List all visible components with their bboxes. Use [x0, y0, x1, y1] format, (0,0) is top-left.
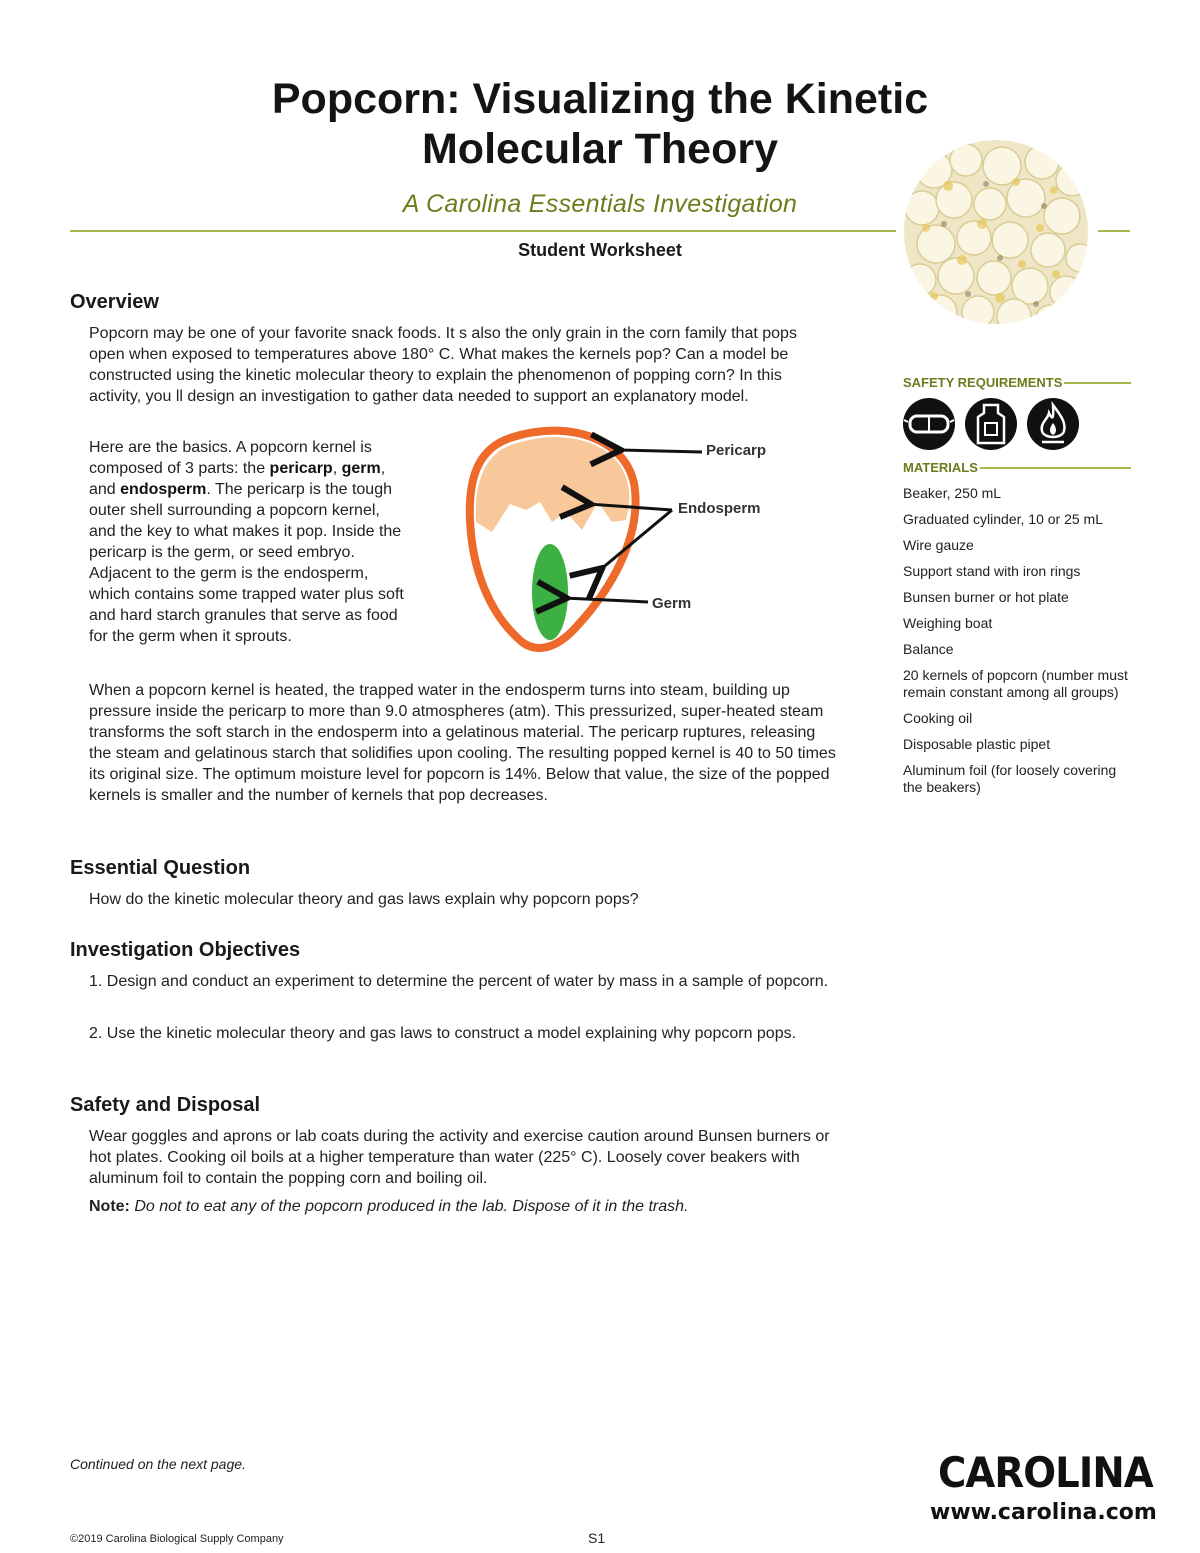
list-item: Support stand with iron rings — [903, 563, 1081, 579]
p2-text-d: . The pericarp is the tough outer shell surrounding a popcorn kernel, and the key to what makes it pop. Inside the pericarp is the germ, or seed embryo. Adjacent to the germ is the endosperm, which contains some trapped water plus soft and hard starch granules that serve as food for the germ when it sprouts. — [89, 481, 404, 645]
materials-label: MATERIALS — [903, 460, 978, 475]
term-pericarp: pericarp — [269, 460, 333, 477]
title-line-2: Molecular Theory — [421, 125, 779, 173]
list-item: 20 kernels of popcorn (number must remain constant among all groups) — [903, 667, 1128, 700]
list-item: Aluminum foil (for loosely covering the beakers) — [903, 762, 1117, 795]
essential-question-heading: Essential Question — [70, 857, 251, 879]
list-item: Balance — [903, 641, 954, 657]
list-item: Weighing boat — [903, 615, 993, 631]
term-endosperm: endosperm — [120, 481, 207, 498]
carolina-url[interactable]: www.carolina.com — [930, 1500, 1157, 1525]
list-item: Graduated cylinder, 10 or 25 mL — [903, 511, 1104, 527]
label-pericarp: Pericarp — [706, 442, 767, 459]
flame-icon — [1027, 398, 1079, 450]
safety-heading: Safety and Disposal — [70, 1094, 261, 1116]
apron-icon — [965, 398, 1017, 450]
overview-paragraph-2 — [89, 437, 407, 647]
p2-text-b: , — [332, 460, 342, 477]
safety-text: Wear goggles and aprons or lab coats during the activity and exercise caution around Bunsen burners or hot plates. Cooking oil boils at a higher temperature than water (225° C). Loosely cover beakers with aluminum foil to contain the popping corn and boiling oil. — [89, 1128, 830, 1187]
germ-shape — [532, 544, 568, 640]
materials-heading — [903, 460, 1131, 475]
copyright: ©2019 Carolina Biological Supply Company — [70, 1533, 284, 1545]
safety-requirements-heading — [903, 375, 1131, 390]
subtitle: A Carolina Essentials Investigation — [402, 190, 798, 218]
goggles-icon — [903, 398, 955, 450]
list-item: Wire gauze — [903, 537, 974, 553]
list-item: Bunsen burner or hot plate — [903, 589, 1069, 605]
overview-paragraph-1: Popcorn may be one of your favorite snack foods. It s also the only grain in the corn family that pops open when exposed to temperatures above 180° C. What makes the kernels pop? Can a model be constructed using the kinetic molecular theory to explain the phenomenon of popping corn? In this activity, you ll design an investigation to gather data needed to support an explanatory model. — [89, 325, 797, 405]
continued-note: Continued on the next page. — [70, 1456, 246, 1472]
note-label: Note: — [89, 1198, 130, 1215]
list-item: Cooking oil — [903, 710, 973, 726]
p2-text-a: Here are the basics. A popcorn kernel is composed of 3 parts: the — [89, 439, 372, 477]
essential-question-text: How do the kinetic molecular theory and gas laws explain why popcorn pops? — [89, 891, 639, 908]
label-germ: Germ — [652, 595, 692, 612]
header-rule-right — [1098, 230, 1130, 232]
carolina-logo: CAROLINA — [938, 1448, 1153, 1497]
term-germ: germ — [341, 460, 381, 477]
popcorn-photo — [904, 140, 1088, 324]
title-line-1: Popcorn: Visualizing the Kinetic — [271, 75, 929, 123]
list-item: Beaker, 250 mL — [903, 485, 1002, 501]
page-number: S1 — [588, 1530, 606, 1546]
objective-1: 1. Design and conduct an experiment to determine the percent of water by mass in a sample of popcorn. — [89, 973, 829, 990]
safety-icons — [902, 397, 1102, 451]
kernel-diagram — [440, 420, 840, 670]
worksheet-label: Student Worksheet — [518, 240, 682, 260]
page-title — [150, 74, 1050, 174]
label-endosperm: Endosperm — [678, 500, 761, 517]
safety-note — [89, 1198, 688, 1216]
safety-requirements-label: SAFETY REQUIREMENTS — [903, 375, 1063, 390]
header-rule — [70, 230, 896, 232]
list-item: Disposable plastic pipet — [903, 736, 1051, 752]
objectives-heading: Investigation Objectives — [70, 939, 301, 961]
overview-heading: Overview — [70, 291, 159, 313]
note-text: Do not to eat any of the popcorn produced in the lab. Dispose of it in the trash. — [129, 1198, 689, 1215]
p2-text-c: , and — [89, 460, 386, 498]
overview-paragraph-3: When a popcorn kernel is heated, the trapped water in the endosperm turns into steam, building up pressure inside the pericarp to more than 9.0 atmospheres (atm). This pressurized, super-heated steam transforms the soft starch in the endosperm into a gelatinous material. The pericarp ruptures, releasing the steam and gelatinous starch that solidifies upon cooling. The resulting popped kernel is 40 to 50 times its original size. The optimum moisture level for popcorn is 14%. Below that value, the size of the popped kernels is smaller and the number of kernels that pop decreases. — [89, 682, 836, 804]
materials-list — [903, 485, 1133, 805]
objective-2: 2. Use the kinetic molecular theory and gas laws to construct a model explaining why popcorn pops. — [89, 1025, 797, 1042]
